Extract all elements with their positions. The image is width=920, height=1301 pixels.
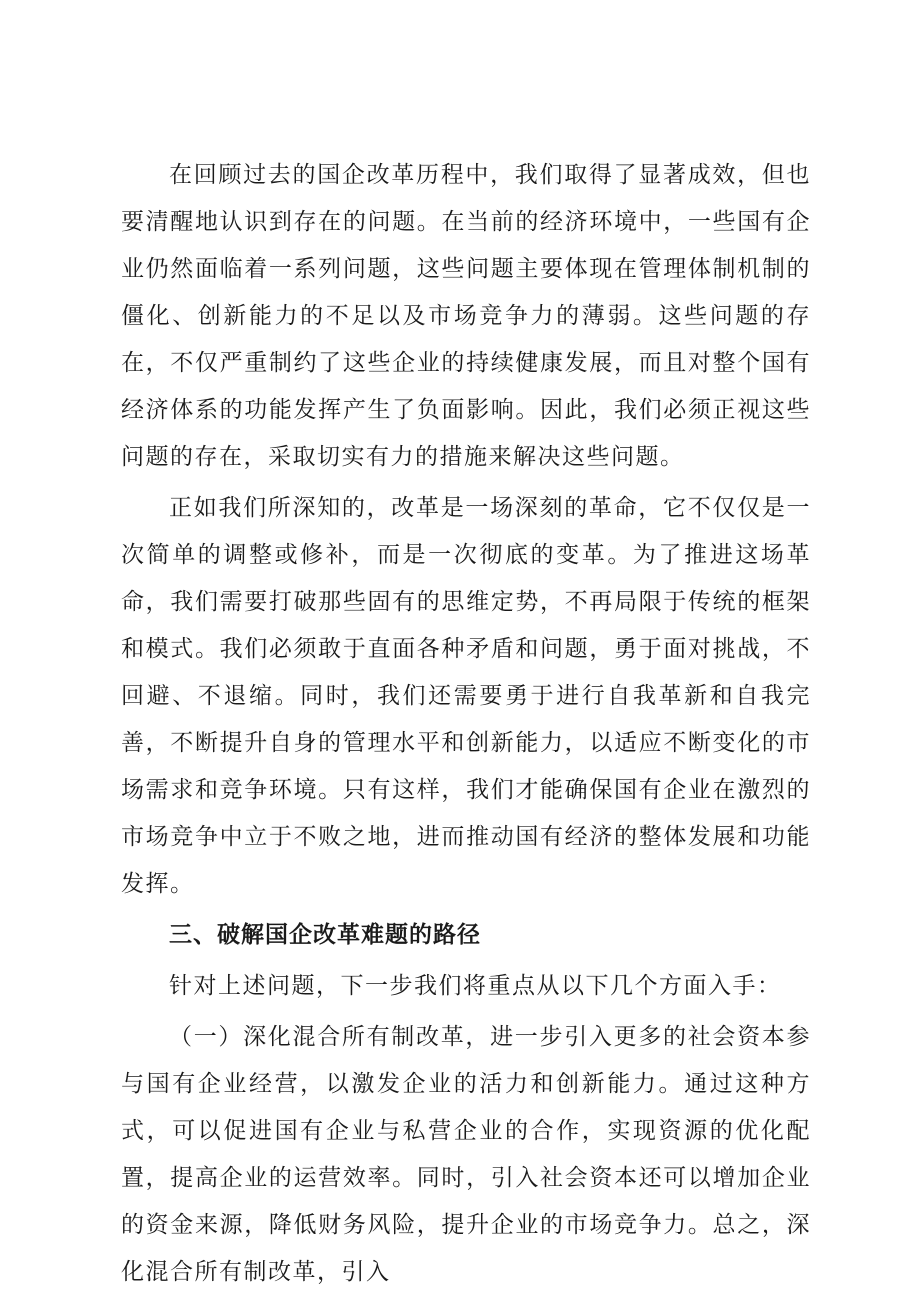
paragraph-intro: 针对上述问题，下一步我们将重点从以下几个方面入手： <box>169 973 782 999</box>
document-body <box>121 152 811 1300</box>
paragraph-review: 在回顾过去的国企改革历程中，我们取得了显著成效，但也要清醒地认识到存在的问题。在当前的经济环境中，一些国有企业仍然面临着一系列问题，这些问题主要体现在管理体制机制的僵化、创新能力的不足以及市场竞争力的薄弱。这些问题的存在，不仅严重制约了这些企业的持续健康发展，而且对整个国有经济体系的功能发挥产生了负面影响。因此，我们必须正视这些问题的存在，采取切实有力的措施来解决这些问题。 <box>121 162 811 470</box>
section-heading: 三、破解国企改革难题的路径 <box>169 922 481 948</box>
paragraph-reform: 正如我们所深知的，改革是一场深刻的革命，它不仅仅是一次简单的调整或修补，而是一次彻底的变革。为了推进这场革命，我们需要打破那些固有的思维定势，不再局限于传统的框架和模式。我们必须敢于直面各种矛盾和问题，勇于面对挑战，不回避、不退缩。同时，我们还需要勇于进行自我革新和自我完善，不断提升自身的管理水平和创新能力，以适应不断变化的市场需求和竞争环境。只有这样，我们才能确保国有企业在激烈的市场竞争中立于不败之地，进而推动国有经济的整体发展和功能发挥。 <box>121 495 811 897</box>
paragraph-item-1: （一）深化混合所有制改革，进一步引入更多的社会资本参与国有企业经营，以激发企业的活力和创新能力。通过这种方式，可以促进国有企业与私营企业的合作，实现资源的优化配置，提高企业的运营效率。同时，引入社会资本还可以增加企业的资金来源，降低财务风险，提升企业的市场竞争力。总之，深化混合所有制改革，引入 <box>121 1024 811 1285</box>
